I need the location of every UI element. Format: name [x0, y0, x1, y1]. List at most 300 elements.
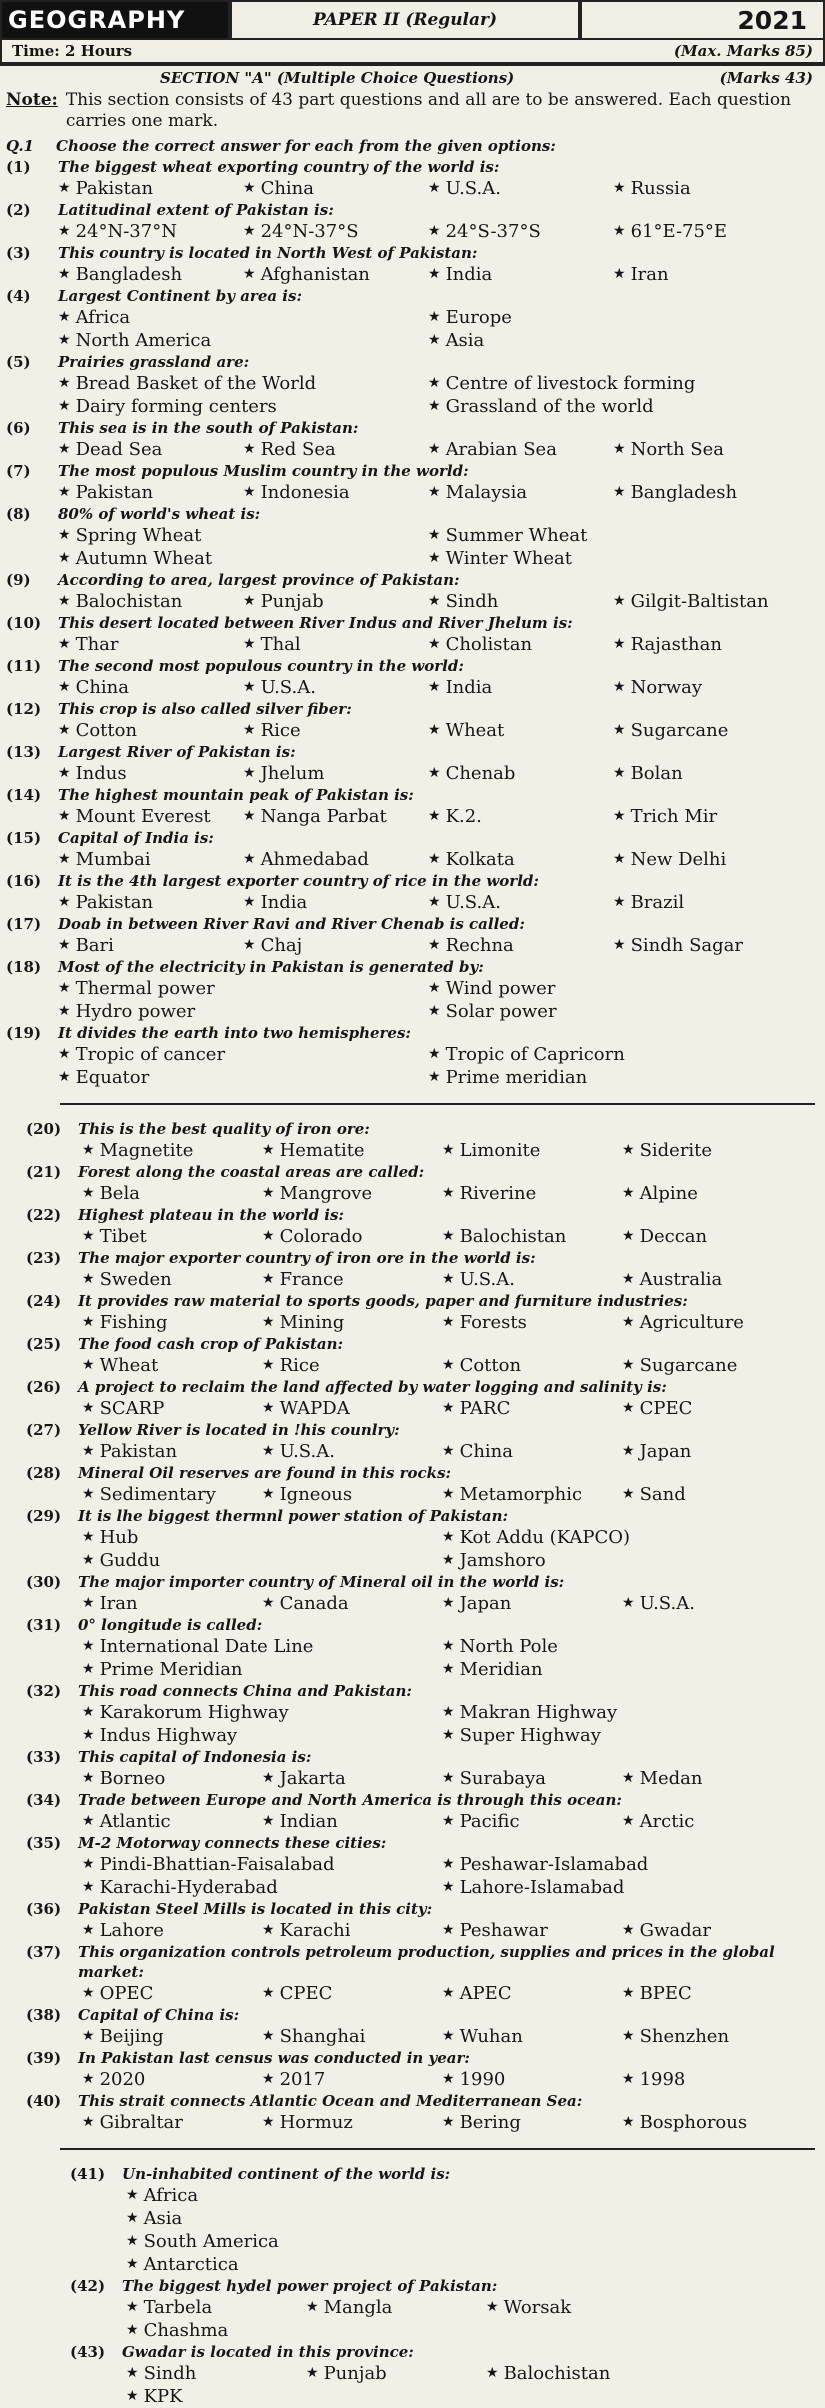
- star-bullet-icon: ★: [428, 636, 441, 652]
- question-item: [0, 200, 825, 243]
- option-list: [6, 438, 815, 461]
- question-number: (42): [70, 2277, 106, 2295]
- star-bullet-icon: ★: [126, 2187, 139, 2203]
- answer-option: [82, 1592, 262, 1615]
- option-list: [26, 1810, 815, 1833]
- question-text: Trade between Europe and North America is through this ocean:: [78, 1791, 622, 1809]
- question-text: Largest River of Pakistan is:: [58, 743, 296, 761]
- answer-option: [442, 1635, 802, 1658]
- option-text: PARC: [459, 1398, 511, 1419]
- question-text: It provides raw material to sports goods, paper and furniture industries:: [78, 1292, 688, 1310]
- star-bullet-icon: ★: [126, 2210, 139, 2226]
- question-item: [0, 699, 825, 742]
- star-bullet-icon: ★: [262, 1357, 275, 1373]
- question-item: [0, 613, 825, 656]
- question-text: The major exporter country of iron ore in the world is:: [78, 1249, 536, 1267]
- star-bullet-icon: ★: [243, 266, 256, 282]
- answer-option: [243, 676, 428, 699]
- star-bullet-icon: ★: [82, 2071, 95, 2087]
- star-bullet-icon: ★: [442, 1638, 455, 1654]
- option-text: Surabaya: [459, 1768, 546, 1789]
- star-bullet-icon: ★: [613, 937, 626, 953]
- answer-option: [442, 1876, 802, 1899]
- answer-option: [82, 1810, 262, 1833]
- star-bullet-icon: ★: [126, 2233, 139, 2249]
- question-line: [26, 2091, 815, 2111]
- answer-option: [58, 395, 428, 418]
- answer-option: [58, 220, 243, 243]
- question-number: (21): [26, 1163, 62, 1181]
- star-bullet-icon: ★: [82, 1856, 95, 1872]
- question-text: The biggest wheat exporting country of the world is:: [58, 158, 500, 176]
- star-bullet-icon: ★: [82, 1400, 95, 1416]
- note-text: This section consists of 43 part questions and all are to be answered. Each question carries one mark.: [65, 90, 792, 131]
- answer-option: [243, 633, 428, 656]
- question-item: [0, 1334, 825, 1377]
- question-number: (41): [70, 2165, 106, 2183]
- star-bullet-icon: ★: [82, 1985, 95, 2001]
- option-text: 24°N-37°S: [260, 221, 359, 242]
- option-text: Sweden: [99, 1269, 172, 1290]
- question-item: [0, 1291, 825, 1334]
- answer-option: [442, 1397, 622, 1420]
- star-bullet-icon: ★: [306, 2299, 319, 2315]
- star-bullet-icon: ★: [442, 1185, 455, 1201]
- star-bullet-icon: ★: [428, 980, 441, 996]
- answer-option: [262, 1767, 442, 1790]
- question-item: [0, 1572, 825, 1615]
- answer-option: [428, 1066, 798, 1089]
- question-number: (26): [26, 1378, 62, 1396]
- answer-option: [613, 590, 798, 613]
- answer-option: [243, 263, 428, 286]
- question-line: [6, 200, 815, 220]
- question-item: [0, 352, 825, 418]
- question-text: M-2 Motorway connects these cities:: [78, 1834, 387, 1852]
- option-list: [6, 306, 815, 352]
- answer-option: [428, 762, 613, 785]
- option-text: Wind power: [445, 978, 556, 999]
- answer-option: [442, 1982, 622, 2005]
- answer-option: [82, 1354, 262, 1377]
- answer-option: [613, 934, 798, 957]
- star-bullet-icon: ★: [82, 1813, 95, 1829]
- answer-option: [442, 1853, 802, 1876]
- star-bullet-icon: ★: [428, 894, 441, 910]
- question-line: [26, 2005, 815, 2025]
- option-text: Magnetite: [99, 1140, 194, 1161]
- star-bullet-icon: ★: [58, 937, 71, 953]
- star-bullet-icon: ★: [442, 1856, 455, 1872]
- answer-option: [262, 1139, 442, 1162]
- star-bullet-icon: ★: [58, 808, 71, 824]
- option-text: Lahore-Islamabad: [459, 1877, 625, 1898]
- option-list: [6, 220, 815, 243]
- option-text: Africa: [75, 307, 131, 328]
- option-text: 24°N-37°N: [75, 221, 177, 242]
- answer-option: [428, 805, 613, 828]
- answer-option: [428, 547, 798, 570]
- option-list: [26, 1982, 815, 2005]
- question-text: The major importer country of Mineral oil in the world is:: [78, 1573, 565, 1591]
- answer-option: [82, 2025, 262, 2048]
- question-item: [0, 957, 825, 1023]
- star-bullet-icon: ★: [428, 1069, 441, 1085]
- option-text: Russia: [630, 178, 691, 199]
- option-text: Hub: [99, 1527, 139, 1548]
- answer-option: [58, 263, 243, 286]
- answer-option: [243, 481, 428, 504]
- answer-option: [262, 2111, 442, 2134]
- question-line: [26, 1205, 815, 1225]
- option-text: Bread Basket of the World: [75, 373, 317, 394]
- star-bullet-icon: ★: [262, 1770, 275, 1786]
- star-bullet-icon: ★: [428, 765, 441, 781]
- question-number: (38): [26, 2006, 62, 2024]
- answer-option: [82, 1268, 262, 1291]
- option-text: Cholistan: [445, 634, 533, 655]
- star-bullet-icon: ★: [126, 2388, 139, 2404]
- question-item: [0, 2048, 825, 2091]
- option-text: Chaj: [260, 935, 303, 956]
- option-text: Norway: [630, 677, 703, 698]
- answer-option: [613, 719, 798, 742]
- option-text: Rajasthan: [630, 634, 722, 655]
- option-text: Pakistan: [75, 482, 154, 503]
- option-text: Limonite: [459, 1140, 541, 1161]
- option-text: North Pole: [459, 1636, 558, 1657]
- star-bullet-icon: ★: [442, 1552, 455, 1568]
- answer-option: [486, 2362, 666, 2385]
- answer-option: [613, 220, 798, 243]
- answer-option: [442, 1724, 802, 1747]
- star-bullet-icon: ★: [622, 1443, 635, 1459]
- question-text: 0° longitude is called:: [78, 1616, 263, 1634]
- option-text: Bangladesh: [630, 482, 738, 503]
- answer-option: [428, 524, 798, 547]
- answer-option: [613, 891, 798, 914]
- star-bullet-icon: ★: [613, 894, 626, 910]
- star-bullet-icon: ★: [428, 722, 441, 738]
- question-line: [6, 699, 815, 719]
- star-bullet-icon: ★: [82, 2114, 95, 2130]
- question-number: (4): [6, 287, 31, 305]
- star-bullet-icon: ★: [243, 441, 256, 457]
- option-text: Hormuz: [279, 2112, 353, 2133]
- star-bullet-icon: ★: [82, 1271, 95, 1287]
- question-item: [0, 2342, 825, 2408]
- question-number: (39): [26, 2049, 62, 2067]
- question-line: [6, 957, 815, 977]
- answer-option: [442, 1182, 622, 1205]
- option-text: Jhelum: [260, 763, 325, 784]
- answer-option: [58, 1043, 428, 1066]
- question-line: [6, 461, 815, 481]
- star-bullet-icon: ★: [82, 2028, 95, 2044]
- question-text: This strait connects Atlantic Ocean and Mediterranean Sea:: [78, 2092, 583, 2110]
- option-text: Mount Everest: [75, 806, 211, 827]
- option-list: [26, 1701, 815, 1747]
- star-bullet-icon: ★: [126, 2256, 139, 2272]
- option-text: Alpine: [639, 1183, 698, 1204]
- answer-option: [82, 1724, 442, 1747]
- option-text: Rice: [260, 720, 301, 741]
- star-bullet-icon: ★: [262, 1314, 275, 1330]
- question-number: (40): [26, 2092, 62, 2110]
- question-number: (27): [26, 1421, 62, 1439]
- star-bullet-icon: ★: [58, 1003, 71, 1019]
- question-number: (3): [6, 244, 31, 262]
- star-bullet-icon: ★: [428, 266, 441, 282]
- question-item: [0, 914, 825, 957]
- answer-option: [58, 934, 243, 957]
- answer-option: [58, 438, 243, 461]
- answer-option: [442, 1139, 622, 1162]
- question-line: [26, 1833, 815, 1853]
- star-bullet-icon: ★: [58, 851, 71, 867]
- option-list: [26, 1182, 815, 1205]
- question-text: This desert located between River Indus and River Jhelum is:: [58, 614, 573, 632]
- answer-option: [126, 2253, 486, 2276]
- answer-option: [262, 1354, 442, 1377]
- answer-option: [82, 1876, 442, 1899]
- question-item: [0, 1420, 825, 1463]
- star-bullet-icon: ★: [306, 2365, 319, 2381]
- star-bullet-icon: ★: [243, 894, 256, 910]
- star-bullet-icon: ★: [622, 1922, 635, 1938]
- answer-option: [622, 1982, 802, 2005]
- option-text: U.S.A.: [445, 178, 501, 199]
- question-item: [0, 2164, 825, 2276]
- question-number: (17): [6, 915, 42, 933]
- question-line: [6, 914, 815, 934]
- answer-option: [622, 1354, 802, 1377]
- star-bullet-icon: ★: [82, 1770, 95, 1786]
- question-item: [0, 1205, 825, 1248]
- answer-option: [622, 2025, 802, 2048]
- star-bullet-icon: ★: [442, 1357, 455, 1373]
- answer-option: [262, 1440, 442, 1463]
- option-text: Hematite: [279, 1140, 365, 1161]
- answer-option: [82, 1767, 262, 1790]
- question-text: Most of the electricity in Pakistan is generated by:: [58, 958, 484, 976]
- answer-option: [428, 395, 798, 418]
- option-text: Punjab: [323, 2363, 387, 2384]
- question-line: [6, 742, 815, 762]
- question-text: Forest along the coastal areas are called:: [78, 1163, 425, 1181]
- star-bullet-icon: ★: [58, 332, 71, 348]
- option-text: Kot Addu (KAPCO): [459, 1527, 631, 1548]
- option-text: Prime meridian: [445, 1067, 588, 1088]
- answer-option: [58, 372, 428, 395]
- answer-option: [622, 1225, 802, 1248]
- star-bullet-icon: ★: [622, 2028, 635, 2044]
- answer-option: [613, 633, 798, 656]
- answer-option: [622, 1483, 802, 1506]
- option-list: [26, 2068, 815, 2091]
- option-text: Agriculture: [639, 1312, 744, 1333]
- answer-option: [622, 2068, 802, 2091]
- question-text: It is lhe biggest thermnl power station of Pakistan:: [78, 1507, 509, 1525]
- star-bullet-icon: ★: [58, 527, 71, 543]
- option-text: India: [445, 264, 493, 285]
- question-item: [0, 1506, 825, 1572]
- question-text: It divides the earth into two hemispheres:: [58, 1024, 411, 1042]
- answer-option: [243, 934, 428, 957]
- option-text: Bangladesh: [75, 264, 183, 285]
- option-text: South America: [143, 2231, 279, 2252]
- answer-option: [82, 1139, 262, 1162]
- question-number: (5): [6, 353, 31, 371]
- option-list: [26, 1483, 815, 1506]
- answer-option: [58, 848, 243, 871]
- star-bullet-icon: ★: [126, 2322, 139, 2338]
- option-text: Chashma: [143, 2320, 229, 2341]
- option-text: Indian: [279, 1811, 338, 1832]
- option-text: Lahore: [99, 1920, 164, 1941]
- option-text: Gwadar: [639, 1920, 711, 1941]
- option-text: Wheat: [99, 1355, 159, 1376]
- subject-title: GEOGRAPHY: [0, 0, 230, 40]
- option-text: Thermal power: [75, 978, 215, 999]
- option-text: Super Highway: [459, 1725, 601, 1746]
- answer-option: [428, 934, 613, 957]
- option-text: Balochistan: [75, 591, 183, 612]
- question-number: (19): [6, 1024, 42, 1042]
- option-list: [70, 2296, 815, 2342]
- exam-content: [0, 68, 825, 2408]
- star-bullet-icon: ★: [622, 1142, 635, 1158]
- answer-option: [82, 1658, 442, 1681]
- star-bullet-icon: ★: [243, 223, 256, 239]
- option-text: U.S.A.: [260, 677, 316, 698]
- answer-option: [442, 1592, 622, 1615]
- question-text: The food cash crop of Pakistan:: [78, 1335, 344, 1353]
- question-number: (36): [26, 1900, 62, 1918]
- star-bullet-icon: ★: [58, 980, 71, 996]
- star-bullet-icon: ★: [442, 2071, 455, 2087]
- option-list: [6, 177, 815, 200]
- option-text: 61°E-75°E: [630, 221, 728, 242]
- question-item: [0, 1833, 825, 1899]
- question-number: (30): [26, 1573, 62, 1591]
- answer-option: [442, 1701, 802, 1724]
- option-list: [6, 848, 815, 871]
- star-bullet-icon: ★: [442, 1314, 455, 1330]
- star-bullet-icon: ★: [82, 1638, 95, 1654]
- question-item: [0, 785, 825, 828]
- star-bullet-icon: ★: [442, 2114, 455, 2130]
- option-text: Shanghai: [279, 2026, 366, 2047]
- option-text: CPEC: [279, 1983, 333, 2004]
- question-text: 80% of world's wheat is:: [58, 505, 261, 523]
- star-bullet-icon: ★: [442, 1922, 455, 1938]
- star-bullet-icon: ★: [622, 1357, 635, 1373]
- question-line: [6, 286, 815, 306]
- star-bullet-icon: ★: [442, 1770, 455, 1786]
- question-item: [0, 418, 825, 461]
- answer-option: [613, 438, 798, 461]
- answer-option: [126, 2319, 306, 2342]
- option-text: Sindh: [143, 2363, 197, 2384]
- option-text: Pakistan: [75, 892, 154, 913]
- answer-option: [243, 891, 428, 914]
- question-text: Capital of India is:: [58, 829, 214, 847]
- option-text: Malaysia: [445, 482, 528, 503]
- question-item: [0, 2005, 825, 2048]
- answer-option: [58, 676, 243, 699]
- star-bullet-icon: ★: [613, 765, 626, 781]
- option-text: Sand: [639, 1484, 686, 1505]
- option-text: 1990: [459, 2069, 506, 2090]
- star-bullet-icon: ★: [613, 266, 626, 282]
- option-text: Metamorphic: [459, 1484, 583, 1505]
- star-bullet-icon: ★: [82, 1661, 95, 1677]
- option-text: China: [260, 178, 315, 199]
- star-bullet-icon: ★: [428, 851, 441, 867]
- question-line: [26, 1899, 815, 1919]
- note: [0, 88, 825, 132]
- answer-option: [486, 2296, 666, 2319]
- option-text: Peshawar: [459, 1920, 548, 1941]
- answer-option: [442, 1658, 802, 1681]
- option-list: [26, 1268, 815, 1291]
- star-bullet-icon: ★: [58, 484, 71, 500]
- star-bullet-icon: ★: [243, 636, 256, 652]
- option-text: Bela: [99, 1183, 140, 1204]
- question-text: Doab in between River Ravi and River Chenab is called:: [58, 915, 525, 933]
- option-list: [26, 1919, 815, 1942]
- option-text: OPEC: [99, 1983, 154, 2004]
- answer-option: [428, 1000, 798, 1023]
- star-bullet-icon: ★: [262, 1228, 275, 1244]
- star-bullet-icon: ★: [442, 1879, 455, 1895]
- star-bullet-icon: ★: [442, 1704, 455, 1720]
- option-list: [6, 524, 815, 570]
- paper-title: PAPER II (Regular): [230, 0, 580, 40]
- star-bullet-icon: ★: [243, 808, 256, 824]
- star-bullet-icon: ★: [442, 2028, 455, 2044]
- option-text: Siderite: [639, 1140, 713, 1161]
- question-text: Yellow River is located in !his counlry:: [78, 1421, 400, 1439]
- star-bullet-icon: ★: [58, 1069, 71, 1085]
- option-list: [70, 2362, 815, 2408]
- option-text: Jakarta: [279, 1768, 346, 1789]
- star-bullet-icon: ★: [442, 1228, 455, 1244]
- answer-option: [82, 1853, 442, 1876]
- star-bullet-icon: ★: [58, 375, 71, 391]
- question-number: (13): [6, 743, 42, 761]
- answer-option: [82, 1483, 262, 1506]
- option-list: [6, 934, 815, 957]
- question-line: [6, 352, 815, 372]
- question-text: In Pakistan last census was conducted in year:: [78, 2049, 470, 2067]
- question-line: [26, 1942, 815, 1982]
- star-bullet-icon: ★: [428, 593, 441, 609]
- star-bullet-icon: ★: [428, 808, 441, 824]
- option-text: Europe: [445, 307, 512, 328]
- option-text: Pakistan: [99, 1441, 178, 1462]
- answer-option: [442, 1767, 622, 1790]
- star-bullet-icon: ★: [82, 1357, 95, 1373]
- section-marks: (Marks 43): [719, 69, 813, 87]
- option-list: [26, 1354, 815, 1377]
- answer-option: [442, 1549, 802, 1572]
- star-bullet-icon: ★: [243, 937, 256, 953]
- question-item: [0, 828, 825, 871]
- question-item: [0, 1681, 825, 1747]
- option-text: Autumn Wheat: [75, 548, 213, 569]
